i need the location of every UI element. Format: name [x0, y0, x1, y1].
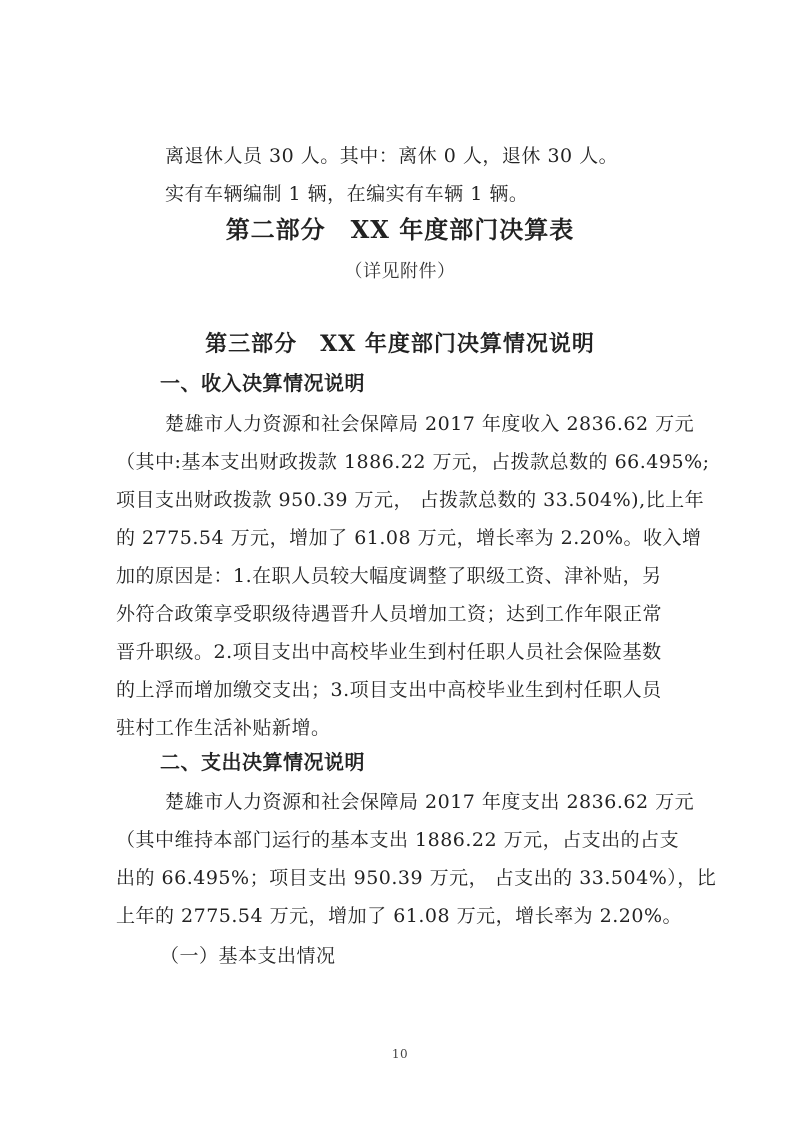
income-heading: 一、收入决算情况说明 — [160, 371, 365, 395]
expense-line: 楚雄市人力资源和社会保障局 2017 年度支出 2836.62 万元 — [165, 791, 695, 813]
expense-line: （其中维持本部门运行的基本支出 1886.22 万元，占支出的占支 — [116, 829, 680, 851]
part3-title: 第三部分 XX 年度部门决算情况说明 — [205, 331, 595, 357]
expense-heading: 二、支出决算情况说明 — [160, 750, 365, 774]
income-line: 楚雄市人力资源和社会保障局 2017 年度收入 2836.62 万元 — [165, 413, 695, 435]
expense-line: 上年的 2775.54 万元，增加了 61.08 万元，增长率为 2.20%。 — [116, 905, 683, 927]
expense-line: 出的 66.495%；项目支出 950.39 万元， 占支出的 33.504%），比 — [116, 867, 717, 889]
income-line: 驻村工作生活补贴新增。 — [116, 717, 331, 739]
basic-expense-heading: （一）基本支出情况 — [160, 945, 336, 967]
part2-note: （详见附件） — [344, 261, 456, 282]
page-number: 10 — [391, 1047, 409, 1061]
income-line: （其中:基本支出财政拨款 1886.22 万元，占拨款总数的 66.495%; — [116, 451, 710, 473]
intro-line-retirees: 离退休人员 30 人。其中：离休 0 人，退休 30 人。 — [165, 145, 619, 167]
part2-title: 第二部分 XX 年度部门决算表 — [225, 215, 575, 244]
income-line: 的上浮而增加缴交支出；3.项目支出中高校毕业生到村任职人员 — [116, 679, 662, 701]
income-line: 晋升职级。2.项目支出中高校毕业生到村任职人员社会保险基数 — [116, 641, 662, 663]
income-line: 外符合政策享受职级待遇晋升人员增加工资；达到工作年限正常 — [116, 603, 663, 625]
income-line: 的 2775.54 万元，增加了 61.08 万元，增长率为 2.20%。收入增 — [116, 527, 702, 549]
income-line: 项目支出财政拨款 950.39 万元， 占拨款总数的 33.504%),比上年 — [116, 489, 705, 511]
intro-line-vehicles: 实有车辆编制 1 辆，在编实有车辆 1 辆。 — [165, 183, 529, 205]
income-line: 加的原因是：1.在职人员较大幅度调整了职级工资、津补贴，另 — [116, 565, 662, 587]
